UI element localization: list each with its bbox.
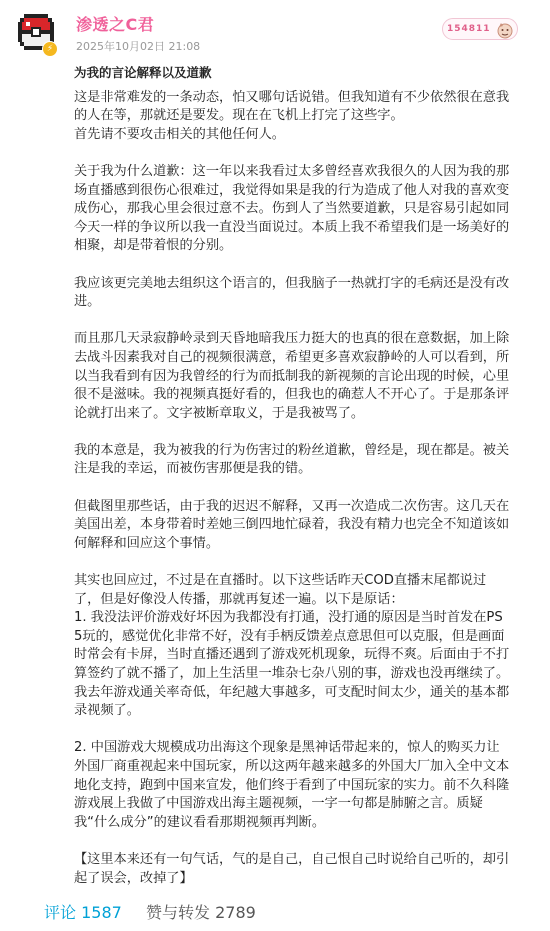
- post-paragraph: 其实也回应过，不过是在直播时。以下这些话昨天COD直播末尾都说过了，但是好像没人传播，那就再复述一遍。以下是原话： 1. 我没法评价游戏好坏因为我都没有打通，没打通的原因是当时首发在PS5玩的，感觉优化非常不好，没有手柄反馈差点意思但可以克服，但是画面时常会有卡屏，当时直播还遇到了游戏死机现象，玩得不爽。后面由于不打算签约了就不播了，加上生活里一堆杂七杂八别的事，游戏也没再继续了。我去年游戏通关率奇低，年纪越大事越多，可支配时间太少，通关的基本都录视频了。: [74, 573, 510, 719]
- post-paragraph: 这是非常难发的一条动态，怕又哪句话说错。但我知道有不少依然很在意我的人在等，那就还是要发。现在在飞机上打完了这些字。 首先请不要攻击相关的其他任何人。: [74, 89, 510, 142]
- fan-badge-mascot-icon: [495, 20, 515, 44]
- fan-badge-number: 154811: [447, 24, 491, 34]
- post-paragraph: 而且那几天录寂静岭录到天昏地暗我压力挺大的也真的很在意数据，加上除去战斗因素我对自己的视频很满意，希望更多喜欢寂静岭的人可以看到，所以当我看到有因为我曾经的行为而抵制我的新视频的言论出现的时候，心里很不是滋味。我的视频真挺好看的，但我也的确惹人不开心了。于是那条评论就打出来了。文字被断章取义，于是我被骂了。: [74, 331, 510, 421]
- tab-comments[interactable]: 评论 1587: [44, 903, 122, 922]
- post-title: 为我的言论解释以及道歉: [74, 65, 212, 80]
- post-paragraph: 我的本意是，我为被我的行为伤害过的粉丝道歉，曾经是，现在都是。被关注是我的幸运，而被伤害那便是我的错。: [74, 442, 510, 477]
- username[interactable]: 渗透之C君: [76, 15, 155, 34]
- post-timestamp: 2025年10月02日 21:08: [76, 40, 201, 53]
- post-paragraph: 【这里本来还有一句气话，气的是自己，自己恨自己时说给自己听的，却引起了误会，改掉了】: [74, 851, 510, 886]
- post-paragraph: 我应该更完美地去组织这个语言的，但我脑子一热就打字的毛病还是没有改进。: [74, 275, 510, 310]
- post-body: [74, 60, 510, 888]
- lightning-badge-icon: ⚡: [42, 41, 58, 57]
- post-tabs: [0, 894, 550, 931]
- post-paragraph: 但截图里那些话，由于我的迟迟不解释，又再一次造成二次伤害。这几天在美国出差，本身带着时差她三倒四地忙碌着，我没有精力也完全不知道该如何解释和回应这个事情。: [74, 498, 510, 551]
- post-paragraph: 2. 中国游戏大规模成功出海这个现象是黑神话带起来的，惊人的购买力让外国厂商重视起来中国玩家，所以这两年越来越多的外国大厂加入全中文本地化支持，跑到中国来宣发，他们终于看到了中国玩家的实力。前不久科隆游戏展上我做了中国游戏出海主题视频，一字一句都是肺腑之言。质疑我“什么成分”的建议看看那期视频再判断。: [74, 740, 510, 830]
- post-header: [0, 0, 550, 60]
- post-paragraph: 关于我为什么道歉：这一年以来我看过太多曾经喜欢我很久的人因为我的那场直播感到很伤心很难过，我觉得如果是我的行为造成了他人对我的喜欢变成伤心，那我心里会很过意不去。伤到人了当然要道歉，只是容易引起如同今天一样的争议所以我一直没当面说过。本质上我不希望我们是一场美好的相聚，却是带着恨的分别。: [74, 163, 510, 254]
- tab-likes-reposts[interactable]: 赞与转发 2789: [146, 903, 256, 922]
- fan-badge[interactable]: [442, 18, 518, 40]
